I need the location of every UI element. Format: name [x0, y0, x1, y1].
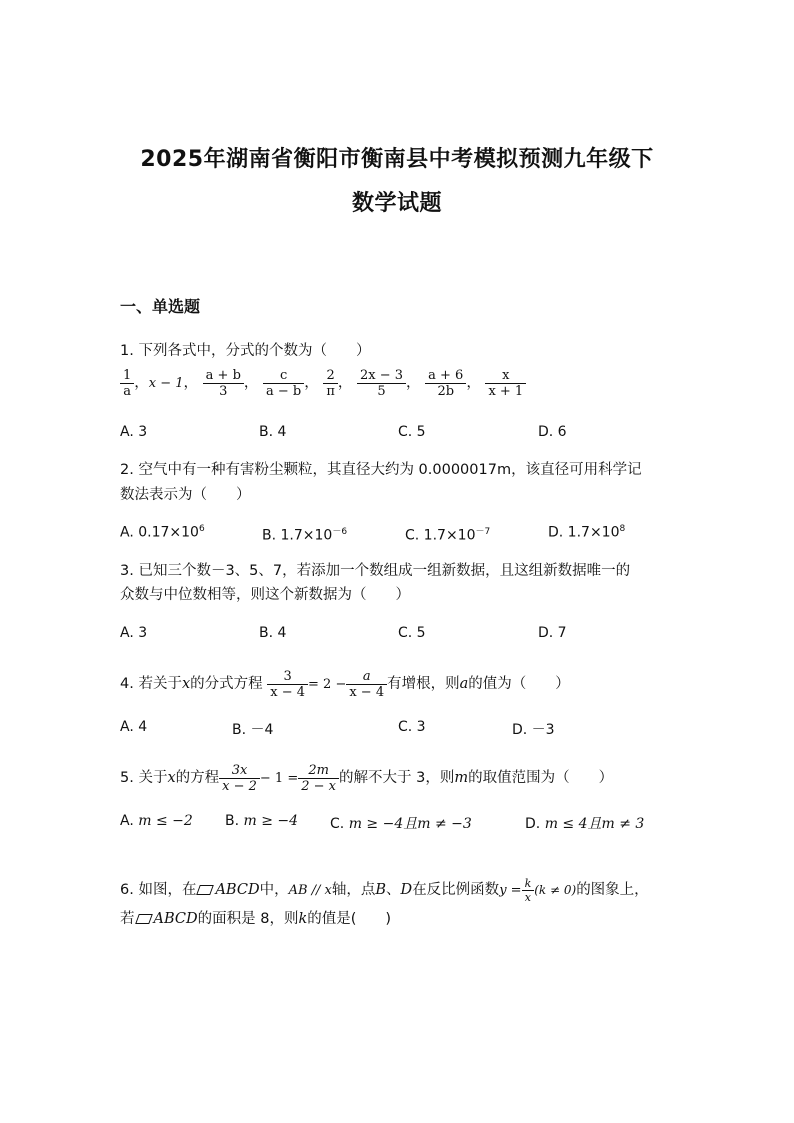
q3-option-b[interactable]: B. 4: [259, 625, 287, 641]
parallelogram-icon: [197, 885, 215, 895]
q3-option-d[interactable]: D. 7: [538, 625, 567, 641]
section-heading: 一、单选题: [120, 297, 201, 316]
q6-stem-line-1: 6. 如图，在 ABCD中，AB // x轴，点B、D在反比例函数y = $\frac{k}{x}$ (k ≠ 0)的图象上，: [120, 876, 649, 904]
q1-option-d[interactable]: D. 6: [538, 424, 567, 440]
q4-frac-2: $\frac{a}{x - 4}$: [346, 670, 387, 699]
q1-frac-1: $\frac{1}{a}$: [120, 369, 134, 398]
q2-option-d[interactable]: D. $1.7\times 10^8$: [548, 524, 626, 541]
q1-option-c[interactable]: C. 5: [398, 424, 426, 440]
q1-frac-4: $\frac{c}{a - b}$: [263, 369, 304, 398]
q1-option-b[interactable]: B. 4: [259, 424, 287, 440]
q2-stem-line-1: 2. 空气中有一种有害粉尘颗粒，其直径大约为 0.0000017m，该直径可用科学记: [120, 462, 642, 478]
q5-option-c[interactable]: C. m ≥ −4且m ≠ −3: [330, 816, 472, 832]
q5-frac-2: $\frac{2m}{2 - x}$: [298, 764, 339, 793]
q4-stem: 4. 若关于x的分式方程 $\frac{3}{x - 4}$ = 2 − $\frac{a}{x - 4}$ 有增根，则a的值为（ ）: [120, 668, 570, 700]
q1-expressions: $\frac{1}{a}$ ，x − 1， $\frac{a + b}{3}$ ， $\frac{c}{a - b}$ ， $\frac{2}{\pi}$ ， $\frac{2x - 3}{5}$ ， $\frac{a + 6}{2b}$ ， $\frac{x}{x + 1}$: [120, 368, 526, 399]
q1-frac-8: $\frac{x}{x + 1}$: [485, 369, 526, 398]
q2-option-b[interactable]: B. $1.7\times 10^{-6}$: [262, 527, 348, 544]
q4-option-a[interactable]: A. 4: [120, 719, 148, 735]
q2-option-c[interactable]: C. $1.7\times 10^{-7}$: [405, 527, 491, 544]
q5-frac-1: $\frac{3x}{x - 2}$: [219, 764, 260, 793]
q5-stem: 5. 关于x的方程 $\frac{3x}{x - 2}$ − 1 = $\frac{2m}{2 - x}$ 的解不大于 3，则m的取值范围为（ ）: [120, 762, 614, 794]
q3-option-a[interactable]: A. 3: [120, 625, 148, 641]
q1-frac-6: $\frac{2x - 3}{5}$: [357, 369, 406, 398]
q3-option-c[interactable]: C. 5: [398, 625, 426, 641]
q2-option-a[interactable]: A. $0.17\times 10^6$: [120, 524, 205, 541]
q3-stem-line-2: 众数与中位数相等，则这个新数据为（ ）: [120, 587, 410, 603]
q1-stem: 1. 下列各式中，分式的个数为（ ）: [120, 343, 371, 359]
q1-frac-7: $\frac{a + 6}{2b}$: [425, 369, 466, 398]
q5-option-d[interactable]: D. m ≤ 4且m ≠ 3: [525, 816, 645, 832]
q4-option-d[interactable]: D. －3: [512, 722, 555, 738]
q1-frac-5: $\frac{2}{\pi}$: [323, 369, 338, 398]
q1-option-a[interactable]: A. 3: [120, 424, 148, 440]
page-title-line-2: 数学试题: [351, 191, 442, 216]
q4-frac-1: $\frac{3}{x - 4}$: [267, 670, 308, 699]
q5-option-b[interactable]: B. m ≥ −4: [225, 813, 299, 829]
q2-stem-line-2: 数法表示为（ ）: [120, 487, 251, 503]
parallelogram-icon: [135, 914, 153, 924]
q4-option-b[interactable]: B. －4: [232, 722, 274, 738]
q3-stem-line-1: 3. 已知三个数－3、5、7，若添加一个数组成一组新数据，且这组新数据唯一的: [120, 563, 631, 579]
q5-option-a[interactable]: A. m ≤ −2: [120, 813, 193, 829]
q6-frac-k: $\frac{k}{x}$: [522, 878, 535, 903]
q1-term-2: x − 1: [148, 376, 184, 391]
q1-frac-3: $\frac{a + b}{3}$: [203, 369, 244, 398]
q6-stem-line-2: 若 ABCD的面积是 8，则k的值是( ): [120, 911, 392, 927]
q4-option-c[interactable]: C. 3: [398, 719, 426, 735]
page-title-line-1: 2025年湖南省衡阳市衡南县中考模拟预测九年级下: [140, 147, 654, 172]
